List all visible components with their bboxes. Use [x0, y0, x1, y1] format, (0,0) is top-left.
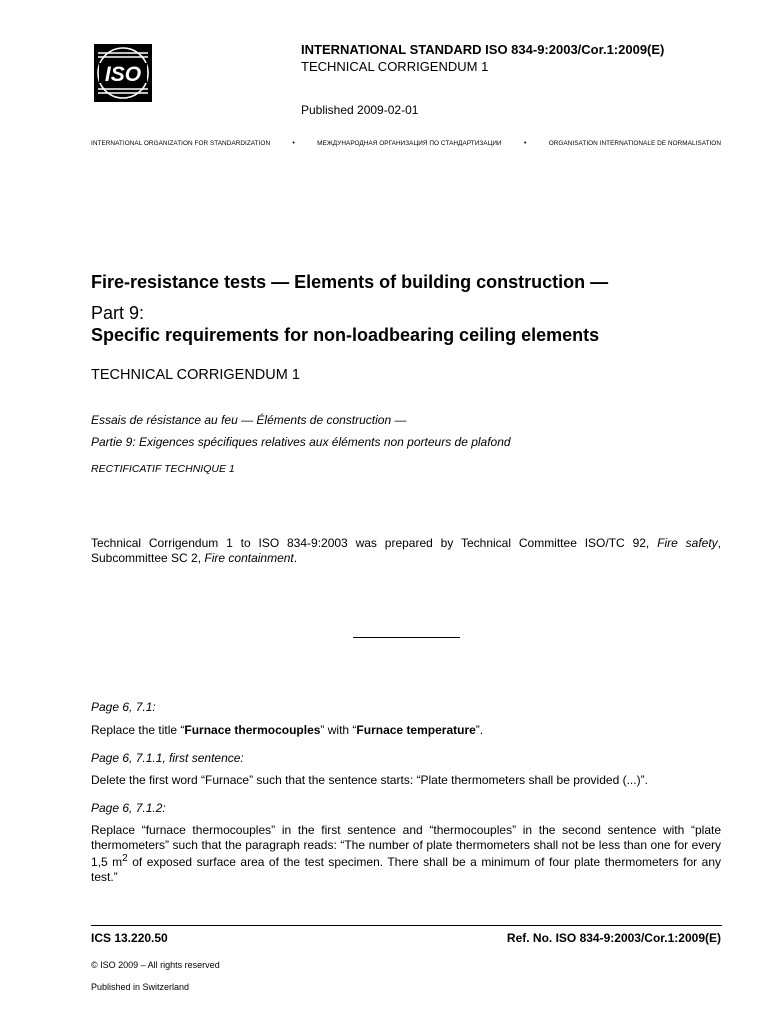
technical-corrigendum-heading: TECHNICAL CORRIGENDUM 1	[91, 367, 300, 383]
org-separator: •	[292, 140, 295, 147]
ics-code: ICS 13.220.50	[91, 931, 168, 945]
amendment-reference: Page 6, 7.1:	[91, 700, 156, 714]
amendment-text-part: ” with “	[320, 723, 357, 737]
amendment-text: Delete the first word “Furnace” such that the sentence starts: “Plate thermometers shall be provided (...)”.	[91, 773, 648, 787]
amendment-reference: Page 6, 7.1.1, first sentence:	[91, 751, 244, 765]
published-in: Published in Switzerland	[91, 982, 190, 992]
foreword-text: Technical Corrigendum 1 to ISO 834-9:2003 was prepared by Technical Committee ISO/TC 92,	[91, 536, 658, 550]
org-separator: •	[523, 140, 527, 147]
amendment-text-part: ”.	[475, 723, 484, 737]
amendment-text-part: of exposed surface area of the test specimen. There shall be a minimum of four plate thermometers for any test.”	[91, 855, 721, 884]
amendment-reference: Page 6, 7.1.2:	[91, 801, 166, 815]
iso-logo	[94, 44, 152, 102]
iso-logo-text: ISO	[104, 63, 142, 86]
amendment-text-part: Replace the title “	[91, 723, 185, 737]
amendment-text-part: Replace “furnace thermocouples” in the first sentence and “thermocouples” in the second sentence with “plate thermometers” such that the paragraph reads: “The number of plate thermometers shall not be less than one for every 1,5 m	[91, 823, 721, 869]
org-name-french: ORGANISATION INTERNATIONALE DE NORMALISATION	[548, 140, 721, 147]
published-date: Published 2009-02-01	[301, 103, 419, 117]
amendment-bold-term: Furnace thermocouples	[184, 723, 321, 737]
french-corrigendum-heading: RECTIFICATIF TECHNIQUE 1	[91, 463, 235, 475]
part-title: Specific requirements for non-loadbearing ceiling elements	[91, 325, 600, 345]
foreword-text: .	[293, 551, 298, 565]
superscript: 2	[122, 853, 128, 864]
subcommittee-name: Fire containment	[204, 551, 294, 565]
amendment-bold-term: Furnace temperature	[356, 723, 476, 737]
standard-reference: ISO 834-9:2003/Cor.1:2009(E)	[485, 42, 665, 57]
corrigendum-label: TECHNICAL CORRIGENDUM 1	[301, 59, 489, 74]
amendment-text	[91, 723, 483, 737]
org-name-english: INTERNATIONAL ORGANIZATION FOR STANDARDIZATION	[91, 140, 271, 147]
french-title-line2: Partie 9: Exigences spécifiques relatives aux éléments non porteurs de plafond	[91, 435, 511, 449]
standard-heading	[301, 42, 664, 57]
committee-name: Fire safety	[657, 536, 718, 550]
french-title-line1: Essais de résistance au feu — Éléments de construction —	[91, 413, 407, 427]
reference-number: Ref. No. ISO 834-9:2003/Cor.1:2009(E)	[506, 931, 721, 945]
standard-label: INTERNATIONAL STANDARD	[301, 42, 482, 57]
foreword-paragraph	[91, 536, 721, 566]
foreword-text: , Subcommittee SC 2,	[91, 536, 722, 565]
org-name-russian: МЕЖДУНАРОДНАЯ ОРГАНИЗАЦИЯ ПО СТАНДАРТИЗАЦИИ	[317, 140, 502, 147]
part-label: Part 9:	[91, 303, 145, 323]
organization-line	[91, 140, 721, 147]
section-separator	[353, 637, 460, 638]
document-title: Fire-resistance tests — Elements of building construction —	[91, 272, 609, 292]
footer-rule	[91, 925, 722, 926]
copyright-notice: © ISO 2009 – All rights reserved	[91, 960, 220, 970]
amendment-text	[91, 823, 721, 884]
